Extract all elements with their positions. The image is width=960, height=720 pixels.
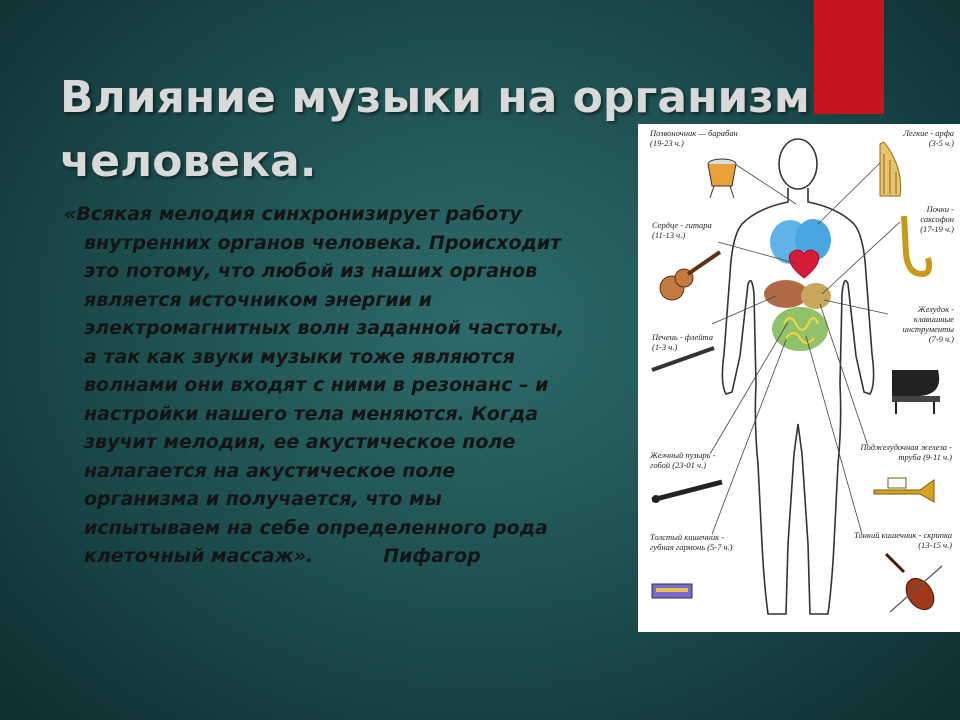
quote-line: это потому, что любой из наших органов (84, 260, 538, 282)
harmonica-icon (652, 584, 692, 598)
quote-line: а так как звуки музыки тоже являются (84, 345, 515, 368)
label-pancreas-trumpet: Поджелудочная железа - труба (9-11 ч.) (860, 442, 952, 462)
label-liver-flute: Печень - флейта (1-3 ч.) (652, 332, 714, 352)
body-instruments-figure (638, 124, 960, 632)
quote-line: звучит мелодия, ее акустическое поле (84, 431, 516, 453)
label-colon-harmonica: Толстый кишечник - губная гармонь (5-7 ч.) (650, 532, 733, 552)
label-kidneys-saxophone: Почки - саксофон (17-19 ч.) (920, 204, 954, 234)
quote-line: волнами они входят с ними в резонанс – и (84, 374, 549, 396)
violin-icon (886, 554, 942, 615)
stomach-shape (801, 283, 831, 309)
quote-line: клеточный массаж». (84, 545, 314, 567)
title-line-2: человека. (60, 136, 317, 187)
quote-text (64, 200, 624, 571)
quote-line: организма и получается, что мы (84, 488, 442, 510)
label-gallbladder-oboe: Желчный пузырь - гобой (23-01 ч.) (650, 450, 716, 470)
trumpet-icon (874, 478, 934, 502)
label-stomach-keyboards: Желудок - клавишные инструменты (7-9 ч.) (902, 304, 954, 344)
quote-line: электромагнитных волн заданной частоты, (84, 317, 565, 339)
guitar-icon (660, 252, 720, 300)
drum-icon (708, 159, 736, 198)
quote-line: внутренних органов человека. Происходит (84, 231, 562, 254)
quote-line: является источником энергии и (84, 288, 432, 311)
label-spine-drum: Позвоночник — барабан (19-23 ч.) (650, 128, 738, 148)
quote-line: «Всякая мелодия синхронизирует работу (64, 203, 522, 225)
harp-icon (880, 142, 901, 196)
title-line-1: Влияние музыки на организм (60, 72, 810, 123)
label-lungs-harp: Легкие - арфа (3-5 ч.) (903, 128, 954, 148)
label-small-intestine-violin: Тонкий кишечник - скрипка (13-15 ч.) (854, 530, 952, 550)
accent-bar (814, 0, 884, 114)
quote-author: Пифагор (383, 545, 481, 567)
piano-icon (892, 370, 940, 414)
heart-shape (789, 250, 818, 278)
oboe-icon (652, 482, 722, 503)
human-body-outline (722, 139, 873, 614)
body-diagram-svg (638, 124, 960, 632)
quote-line: настройки нашего тела меняются. Когда (84, 402, 539, 425)
quote-line: налагается на акустическое поле (84, 459, 456, 482)
quote-line: испытываем на себе определенного рода (84, 516, 548, 539)
label-heart-guitar: Сердце - гитара (11-13 ч.) (652, 220, 712, 240)
